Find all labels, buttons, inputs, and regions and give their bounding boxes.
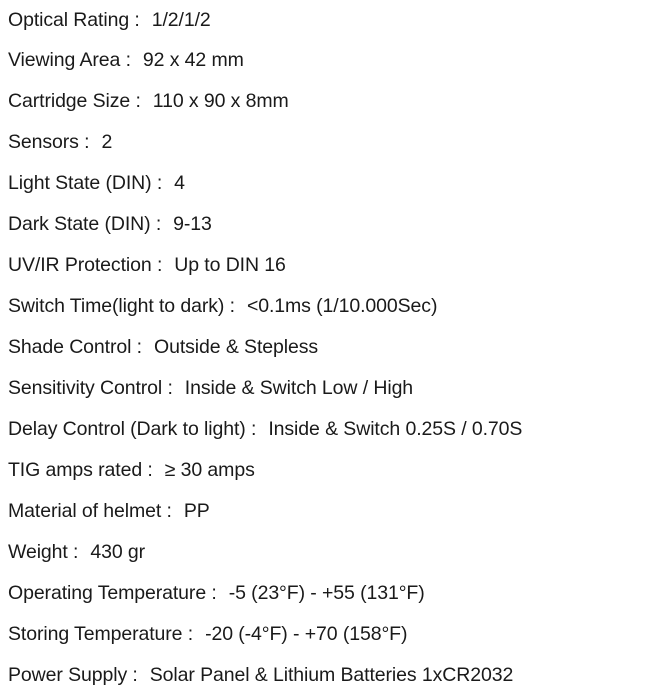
spec-value: 2 bbox=[101, 131, 113, 153]
spec-label: Light State (DIN) : bbox=[8, 172, 163, 194]
spec-list bbox=[8, 0, 644, 696]
spec-row-operating-temperature bbox=[8, 573, 644, 614]
spec-row-storing-temperature bbox=[8, 614, 644, 655]
spec-row-cartridge-size bbox=[8, 81, 644, 122]
spec-value: 92 x 42 mm bbox=[142, 49, 244, 71]
spec-value: 430 gr bbox=[90, 541, 146, 563]
spec-row-sensitivity-control bbox=[8, 368, 644, 409]
spec-value: -20 (-4°F) - +70 (158°F) bbox=[205, 623, 408, 645]
spec-row-delay-control bbox=[8, 409, 644, 450]
spec-value: ≥ 30 amps bbox=[164, 459, 255, 481]
spec-label: Optical Rating : bbox=[8, 8, 140, 31]
spec-label: Storing Temperature : bbox=[8, 623, 194, 645]
spec-value: <0.1ms (1/10.000Sec) bbox=[246, 295, 438, 317]
spec-label: Shade Control : bbox=[8, 336, 143, 358]
spec-row-power-supply bbox=[8, 655, 644, 696]
spec-value: Solar Panel & Lithium Batteries 1xCR2032 bbox=[149, 664, 514, 686]
spec-value: -5 (23°F) - +55 (131°F) bbox=[228, 582, 425, 604]
spec-value: 1/2/1/2 bbox=[151, 8, 211, 31]
spec-value: Up to DIN 16 bbox=[174, 254, 286, 276]
spec-row-weight bbox=[8, 532, 644, 573]
spec-row-tig-amps-rated bbox=[8, 450, 644, 491]
spec-label: Dark State (DIN) : bbox=[8, 213, 162, 235]
spec-value: Inside & Switch Low / High bbox=[184, 377, 414, 399]
spec-label: TIG amps rated : bbox=[8, 459, 153, 481]
spec-row-optical-rating bbox=[8, 0, 644, 40]
spec-label: Sensitivity Control : bbox=[8, 377, 173, 399]
spec-value: Inside & Switch 0.25S / 0.70S bbox=[268, 418, 523, 440]
spec-label: Operating Temperature : bbox=[8, 582, 217, 604]
spec-label: Power Supply : bbox=[8, 664, 138, 686]
spec-label: Material of helmet : bbox=[8, 500, 172, 522]
spec-row-light-state bbox=[8, 163, 644, 204]
spec-row-sensors bbox=[8, 122, 644, 163]
spec-label: Switch Time(light to dark) : bbox=[8, 295, 235, 317]
spec-label: Delay Control (Dark to light) : bbox=[8, 418, 257, 440]
spec-value: PP bbox=[183, 500, 210, 522]
spec-value: 110 x 90 x 8mm bbox=[152, 90, 289, 112]
spec-row-shade-control bbox=[8, 327, 644, 368]
spec-label: Viewing Area : bbox=[8, 49, 131, 71]
spec-row-material-of-helmet bbox=[8, 491, 644, 532]
spec-row-uv-ir-protection bbox=[8, 245, 644, 286]
spec-label: Weight : bbox=[8, 541, 79, 563]
spec-label: Cartridge Size : bbox=[8, 90, 141, 112]
spec-value: Outside & Stepless bbox=[154, 336, 319, 358]
spec-row-viewing-area bbox=[8, 40, 644, 81]
spec-row-switch-time bbox=[8, 286, 644, 327]
spec-label: Sensors : bbox=[8, 131, 90, 153]
spec-value: 9-13 bbox=[173, 213, 212, 235]
spec-value: 4 bbox=[174, 172, 185, 194]
spec-row-dark-state bbox=[8, 204, 644, 245]
spec-label: UV/IR Protection : bbox=[8, 254, 163, 276]
